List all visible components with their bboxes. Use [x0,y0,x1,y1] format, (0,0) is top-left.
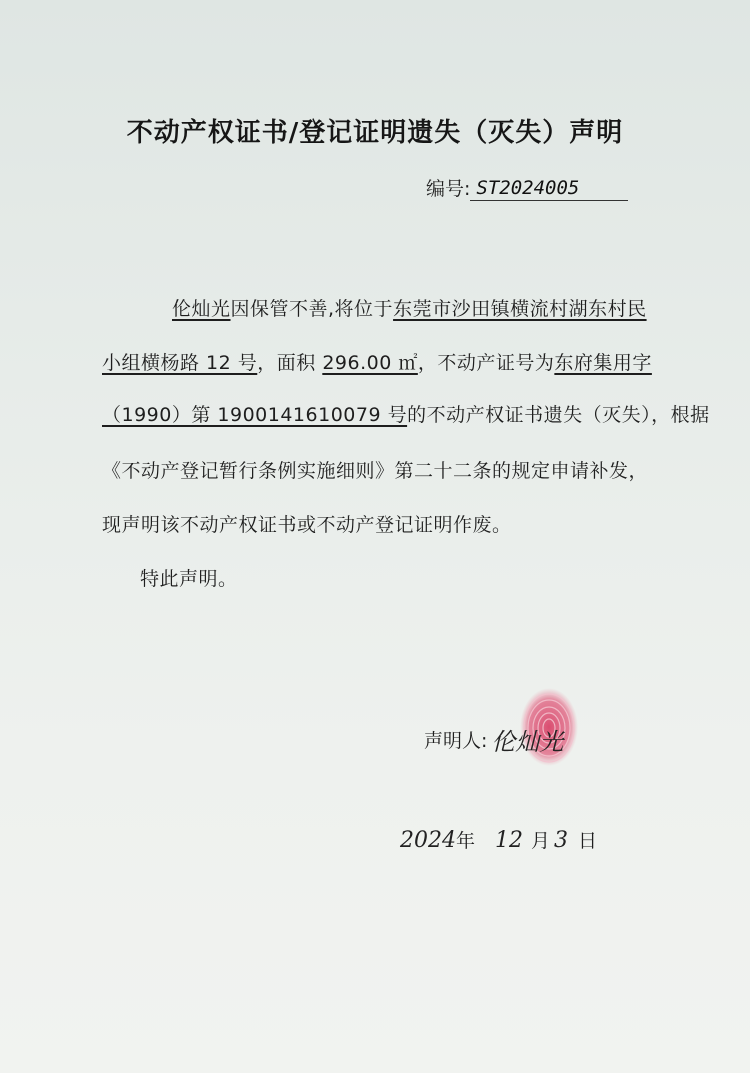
body-line-3: （1990）第 1900141610079 号的不动产权证书遗失（灭失），根据 [102,404,710,426]
declarant-label: 声明人: [424,730,488,752]
property-area: 296.00 ㎡ [322,352,418,374]
declarant [424,722,563,757]
date [400,826,597,853]
declarant-signature: 伦灿光 [491,728,564,756]
property-address-cont: 小组横杨路 12 号 [102,352,258,374]
body-line-4: 《不动产登记暂行条例实施细则》第二十二条的规定申请补发， [102,460,649,482]
date-day: 3 [554,828,569,853]
certificate-number: 东府集用字 [554,352,652,374]
property-address: 东莞市沙田镇横流村湖东村民 [393,298,647,320]
body-line-1: 伦灿光因保管不善,将位于东莞市沙田镇横流村湖东村民 [172,298,647,320]
certificate-number-cont: （1990）第 1900141610079 号 [102,404,408,426]
document-title: 不动产权证书/登记证明遗失（灭失）声明 [126,118,624,148]
number-label: 编号: [426,178,471,200]
date-month: 12 [495,828,524,853]
document-number [426,174,628,201]
date-year-unit: 年 [456,830,476,852]
body-line-5: 现声明该不动产权证书或不动产登记证明作废。 [102,514,512,536]
closing-text: 特此声明。 [140,568,238,590]
date-year: 2024 [400,828,456,853]
date-day-unit: 日 [578,830,598,852]
number-value: ST2024005 [470,176,628,201]
owner-name: 伦灿光 [172,298,231,320]
date-month-unit: 月 [531,830,551,852]
body-line-2: 小组横杨路 12 号，面积 296.00 ㎡，不动产证号为东府集用字 [102,352,652,374]
